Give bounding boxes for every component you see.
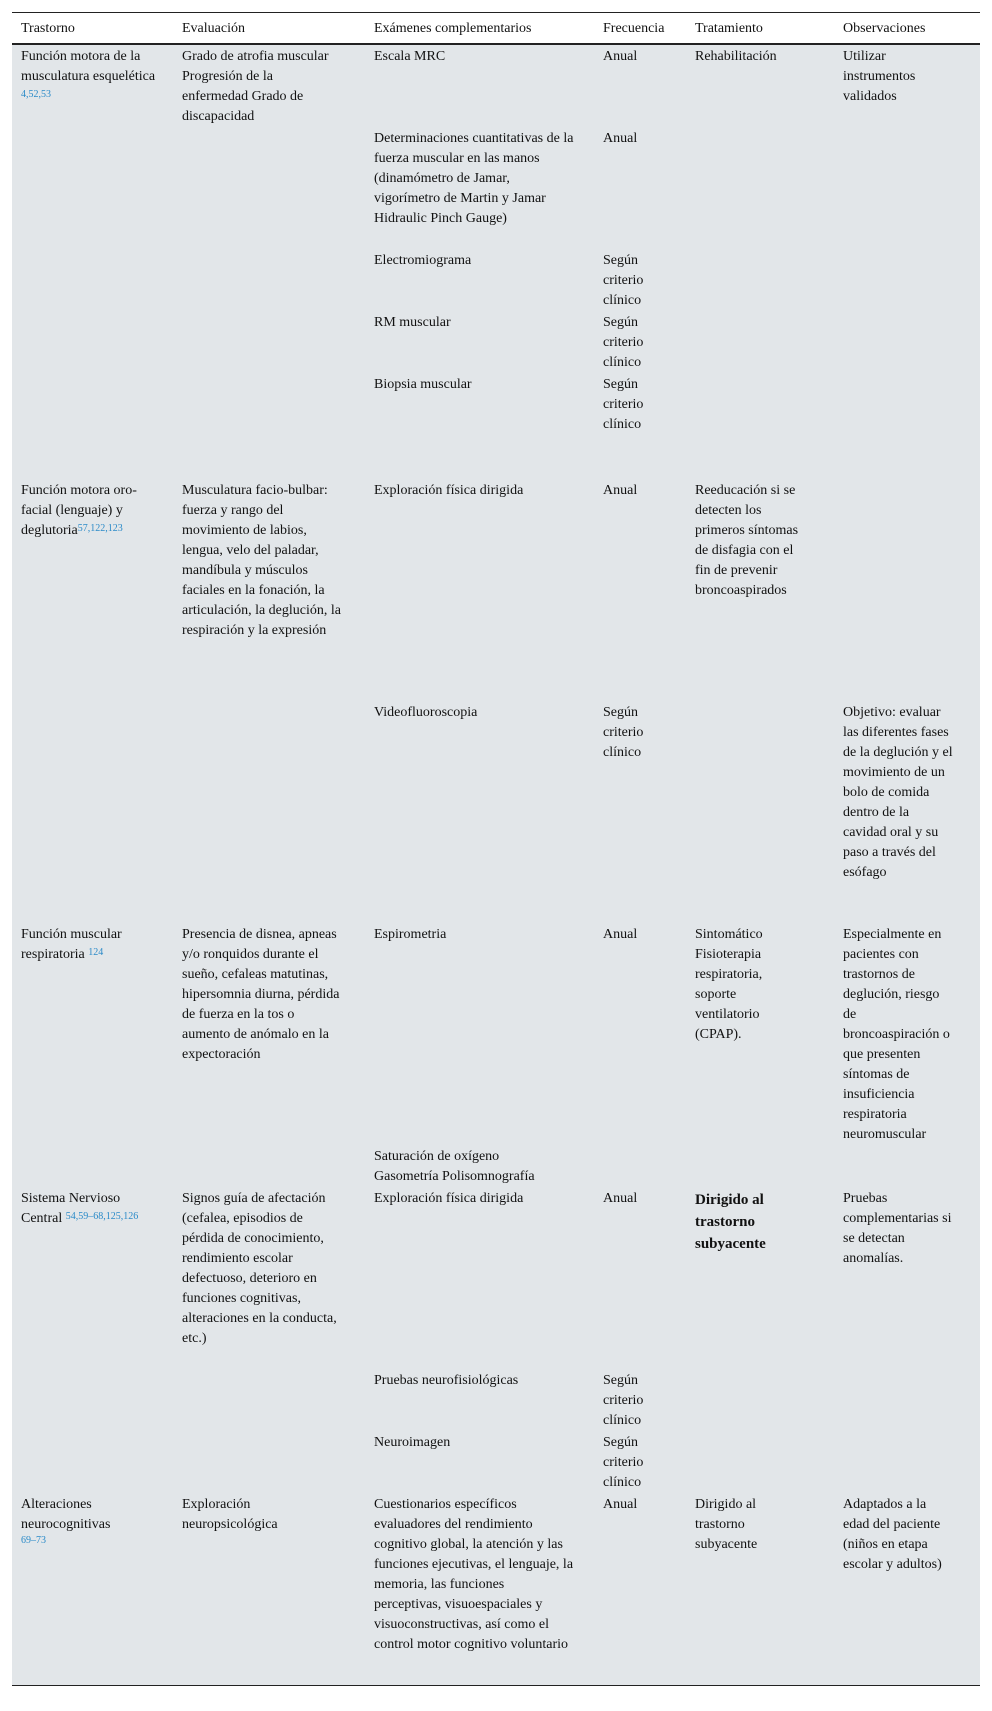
row-orofacial-observaciones: Objetivo: evaluar las diferentes fases de la deglución y el movimiento de un bolo de comida dentro de la cavidad oral y su paso a través del esófago bbox=[843, 705, 953, 880]
exam-cell: Biopsia muscular bbox=[374, 377, 472, 392]
ref-link[interactable]: 4,52,53 bbox=[21, 89, 51, 100]
frequency-cell: Anual bbox=[603, 1497, 638, 1512]
frequency-cell: Anual bbox=[603, 49, 638, 64]
frequency-cell: Anual bbox=[603, 1191, 638, 1206]
exam-cell: Exploración física dirigida bbox=[374, 1191, 524, 1206]
ref-link[interactable]: 54,59–68,125,126 bbox=[65, 1211, 139, 1222]
exam-cell: Escala MRC bbox=[374, 49, 446, 64]
exam-cell: Neuroimagen bbox=[374, 1435, 451, 1450]
exam-cell: Espirometria bbox=[374, 927, 447, 942]
row-musculoesqueletica-observaciones: Utilizar instrumentos validados bbox=[843, 49, 916, 104]
exam-cell: Pruebas neurofisiológicas bbox=[374, 1373, 519, 1388]
row-neurocognitivas-evaluacion: Exploración neuropsicológica bbox=[182, 1497, 278, 1532]
exam-cell: Cuestionarios específicos evaluadores del rendimiento cognitivo global, la atención y las funciones ejecutivas, el lenguaje, la memoria, las funciones perceptivas, visuoespaciales y visuoconstructivas, así como el control motor cognitivo voluntario bbox=[374, 1497, 574, 1652]
frequency-cell: Anual bbox=[603, 927, 638, 942]
frequency-cell: Según criterio clínico bbox=[603, 377, 644, 432]
row-orofacial-tratamiento: Reeducación si se detecten los primeros síntomas de disfagia con el fin de prevenir broncoaspirados bbox=[695, 483, 799, 598]
exam-cell: Electromiograma bbox=[374, 253, 472, 268]
header-evaluacion: Evaluación bbox=[182, 21, 245, 36]
row-respiratoria-observaciones: Especialmente en pacientes con trastornos de deglución, riesgo de broncoaspiración o que presenten síntomas de insuficiencia respiratoria neuromuscular bbox=[843, 927, 950, 1142]
row-snc-observaciones: Pruebas complementarias si se detectan anomalías. bbox=[843, 1191, 952, 1266]
header-observaciones: Observaciones bbox=[843, 21, 926, 36]
table-body bbox=[12, 45, 980, 1686]
row-respiratoria-evaluacion: Presencia de disnea, apneas y/o ronquidos durante el sueño, cefaleas matutinas, hipersomnia diurna, pérdida de fuerza en la tos o aumento de anómalo en la expectoración bbox=[182, 927, 340, 1062]
ref-link[interactable]: 57,122,123 bbox=[77, 523, 123, 534]
row-snc-evaluacion: Signos guía de afectación (cefalea, episodios de pérdida de conocimiento, rendimiento escolar defectuoso, deterioro en funciones cognitivas, alteraciones en la conducta, etc.) bbox=[182, 1191, 337, 1346]
row-neurocognitivas-trastorno: Alteraciones neurocognitivas 69–73 bbox=[21, 1495, 151, 1547]
frequency-cell: Anual bbox=[603, 131, 638, 146]
frequency-cell: Según criterio clínico bbox=[603, 253, 644, 308]
exam-cell: Saturación de oxígeno Gasometría Polisomnografía bbox=[374, 1149, 535, 1184]
table-header-row bbox=[12, 12, 980, 45]
frequency-cell: Según criterio clínico bbox=[603, 315, 644, 370]
row-respiratoria-trastorno: Función muscular respiratoria $^{124}$ bbox=[21, 927, 122, 962]
header-frecuencia: Frecuencia bbox=[603, 21, 665, 36]
ref-link[interactable]: 124 bbox=[88, 947, 104, 958]
frequency-cell: Anual bbox=[603, 483, 638, 498]
clinical-table bbox=[12, 12, 980, 1686]
row-respiratoria-tratamiento: Sintomático Fisioterapia respiratoria, soporte ventilatorio (CPAP). bbox=[695, 927, 763, 1042]
exam-cell: RM muscular bbox=[374, 315, 451, 330]
row-musculoesqueletica-trastorno: Función motora de la musculatura esquelética $^{4,52,53}$ bbox=[21, 49, 156, 100]
exam-cell: Determinaciones cuantitativas de la fuerza muscular en las manos (dinamómetro de Jamar, vigorímetro de Martin y Jamar Hidraulic Pinch Gauge) bbox=[374, 131, 574, 226]
exam-cell: Exploración física dirigida bbox=[374, 483, 524, 498]
frequency-cell: Según criterio clínico bbox=[603, 1373, 644, 1428]
header-trastorno: Trastorno bbox=[21, 21, 75, 36]
row-musculoesqueletica-tratamiento: Rehabilitación bbox=[695, 49, 777, 64]
row-orofacial-trastorno: Función motora oro-facial (lenguaje) y deglutoria$^{57,122,123}$ bbox=[21, 483, 137, 538]
row-neurocognitivas-observaciones: Adaptados a la edad del paciente (niños en etapa escolar y adultos) bbox=[843, 1497, 942, 1572]
exam-cell: Videofluoroscopia bbox=[374, 705, 478, 720]
row-snc-trastorno: Sistema Nervioso Central $^{54,59-68,125,126}$ bbox=[21, 1191, 139, 1226]
row-snc-tratamiento: Dirigido al trastorno subyacente bbox=[695, 1192, 766, 1252]
frequency-cell: Según criterio clínico bbox=[603, 1435, 644, 1490]
row-neurocognitivas-tratamiento: Dirigido al trastorno subyacente bbox=[695, 1497, 758, 1552]
row-orofacial-evaluacion: Musculatura facio-bulbar: fuerza y rango del movimiento de labios, lengua, velo del paladar, mandíbula y músculos faciales en la fonación, la articulación, la deglución, la respiración y la expresión bbox=[182, 483, 341, 638]
header-examenes: Exámenes complementarios bbox=[374, 21, 532, 36]
ref-link[interactable]: 69–73 bbox=[21, 1535, 46, 1546]
row-musculoesqueletica-evaluacion: Grado de atrofia muscular Progresión de la enfermedad Grado de discapacidad bbox=[182, 49, 329, 124]
frequency-cell: Según criterio clínico bbox=[603, 705, 644, 760]
header-tratamiento: Tratamiento bbox=[695, 21, 763, 36]
